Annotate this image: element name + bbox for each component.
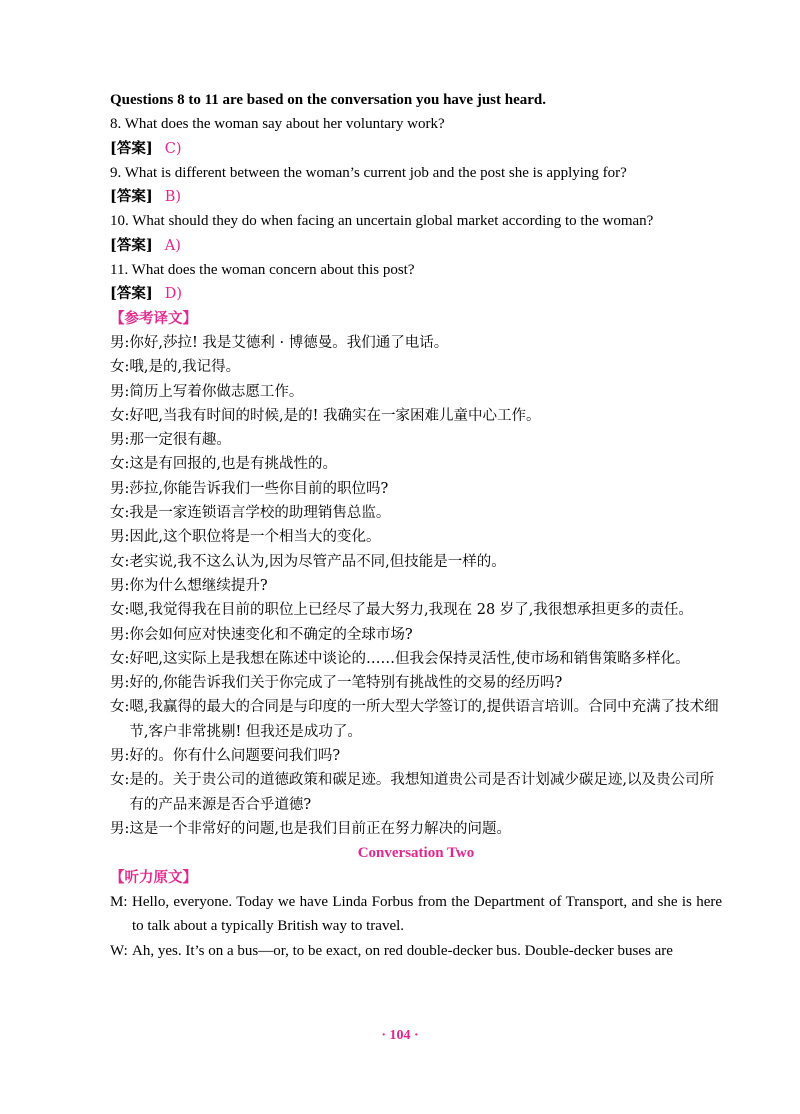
speaker-label: 男:	[110, 432, 130, 449]
dialogue-line	[110, 695, 722, 744]
dialogue-line	[110, 817, 722, 841]
dialogue-line	[110, 331, 722, 355]
dialogue-text: 因此,这个职位将是一个相当大的变化。	[129, 529, 381, 546]
speaker-label: 男:	[110, 334, 130, 351]
dialogue-line	[110, 380, 722, 404]
speaker-label: 男:	[110, 820, 130, 837]
dialogue-text: 简历上写着你做志愿工作。	[129, 383, 304, 400]
translation-dialogue	[110, 331, 722, 841]
dialogue-text: 我是一家连锁语言学校的助理销售总监。	[129, 505, 391, 522]
speaker-label: 男:	[110, 626, 130, 643]
question-10: 10. What should they do when facing an uncertain global market according to the woman?	[110, 213, 654, 230]
dialogue-text: 好吧,当我有时间的时候,是的! 我确实在一家困难儿童中心工作。	[129, 407, 541, 424]
dialogue-text: 老实说,我不这么认为,因为尽管产品不同,但技能是一样的。	[129, 553, 506, 570]
answer-value: D)	[164, 286, 183, 303]
dialogue-line	[110, 501, 722, 525]
dialogue-text: 你会如何应对快速变化和不确定的全球市场?	[129, 626, 413, 643]
dialogue-text: Ah, yes. It’s on a bus—or, to be exact, on red double-decker bus. Double-decker buses are	[132, 942, 673, 959]
dialogue-text: 哦,是的,我记得。	[129, 359, 241, 376]
answer-value: C)	[164, 140, 182, 157]
dialogue-line	[110, 355, 722, 379]
dialogue-line	[110, 525, 722, 549]
speaker-label: 男:	[110, 383, 130, 400]
answer-label: [答案]	[110, 139, 153, 157]
speaker-label: 女:	[110, 772, 130, 789]
dialogue-text: 好的。你有什么问题要问我们吗?	[129, 748, 341, 765]
dialogue-line	[110, 939, 722, 964]
dialogue-line	[110, 890, 722, 939]
speaker-label: 女:	[110, 505, 130, 522]
dialogue-text: 这是一个非常好的问题,也是我们目前正在努力解决的问题。	[129, 820, 511, 837]
answer-row	[110, 282, 722, 306]
speaker-label: W:	[110, 942, 128, 959]
answer-row	[110, 185, 722, 209]
question-9: 9. What is different between the woman’s current job and the post she is applying for?	[110, 164, 627, 181]
page-number: · 104 ·	[381, 1028, 419, 1043]
speaker-label: 女:	[110, 407, 130, 424]
dialogue-line	[110, 404, 722, 428]
dialogue-line	[110, 452, 722, 476]
speaker-label: 男:	[110, 748, 130, 765]
speaker-label: M:	[110, 893, 128, 910]
speaker-label: 女:	[110, 650, 130, 667]
speaker-label: 女:	[110, 553, 130, 570]
translation-header: 【参考译文】	[110, 309, 197, 327]
dialogue-line	[110, 623, 722, 647]
document-page	[110, 88, 722, 964]
dialogue-line	[110, 744, 722, 768]
script-dialogue	[110, 890, 722, 964]
speaker-label: 女:	[110, 699, 130, 716]
dialogue-text: 是的。关于贵公司的道德政策和碳足迹。我想知道贵公司是否计划减少碳足迹,以及贵公司所有的产品来源是否合乎道德?	[129, 772, 714, 813]
answer-label: [答案]	[110, 188, 153, 206]
dialogue-line	[110, 598, 722, 622]
dialogue-text: Hello, everyone. Today we have Linda Forbus from the Department of Transport, and she is here to talk about a typically British way to travel.	[132, 893, 722, 935]
answer-label: [答案]	[110, 236, 153, 254]
questions-heading: Questions 8 to 11 are based on the conversation you have just heard.	[110, 92, 546, 108]
script-header: 【听力原文】	[110, 868, 197, 886]
dialogue-line	[110, 647, 722, 671]
dialogue-line	[110, 768, 722, 817]
answer-row	[110, 234, 722, 258]
dialogue-text: 嗯,我赢得的最大的合同是与印度的一所大型大学签订的,提供语言培训。合同中充满了技术细节,客户非常挑剔! 但我还是成功了。	[129, 699, 719, 740]
dialogue-text: 嗯,我觉得我在目前的职位上已经尽了最大努力,我现在 28 岁了,我很想承担更多的责任。	[129, 602, 693, 619]
speaker-label: 女:	[110, 602, 130, 619]
dialogue-text: 好吧,这实际上是我想在陈述中谈论的……但我会保持灵活性,使市场和销售策略多样化。	[129, 650, 690, 667]
speaker-label: 男:	[110, 480, 130, 497]
answer-row	[110, 137, 722, 161]
dialogue-text: 你好,莎拉! 我是艾德利 · 博德曼。我们通了电话。	[129, 334, 449, 351]
dialogue-line	[110, 428, 722, 452]
dialogue-text: 你为什么想继续提升?	[129, 577, 268, 594]
question-11: 11. What does the woman concern about this post?	[110, 262, 415, 279]
dialogue-text: 这是有回报的,也是有挑战性的。	[129, 456, 337, 473]
dialogue-text: 那一定很有趣。	[129, 432, 231, 449]
speaker-label: 男:	[110, 577, 130, 594]
speaker-label: 女:	[110, 456, 130, 473]
dialogue-line	[110, 550, 722, 574]
dialogue-line	[110, 671, 722, 695]
speaker-label: 女:	[110, 359, 130, 376]
question-8: 8. What does the woman say about her voluntary work?	[110, 116, 445, 133]
answer-label: [答案]	[110, 285, 153, 303]
speaker-label: 男:	[110, 529, 130, 546]
answer-value: B)	[164, 189, 182, 206]
dialogue-line	[110, 477, 722, 501]
conversation-two-title: Conversation Two	[357, 845, 475, 862]
dialogue-line	[110, 574, 722, 598]
dialogue-text: 好的,你能告诉我们关于你完成了一笔特别有挑战性的交易的经历吗?	[129, 675, 563, 692]
speaker-label: 男:	[110, 675, 130, 692]
answer-value: A)	[164, 237, 181, 254]
dialogue-text: 莎拉,你能告诉我们一些你目前的职位吗?	[129, 480, 389, 497]
